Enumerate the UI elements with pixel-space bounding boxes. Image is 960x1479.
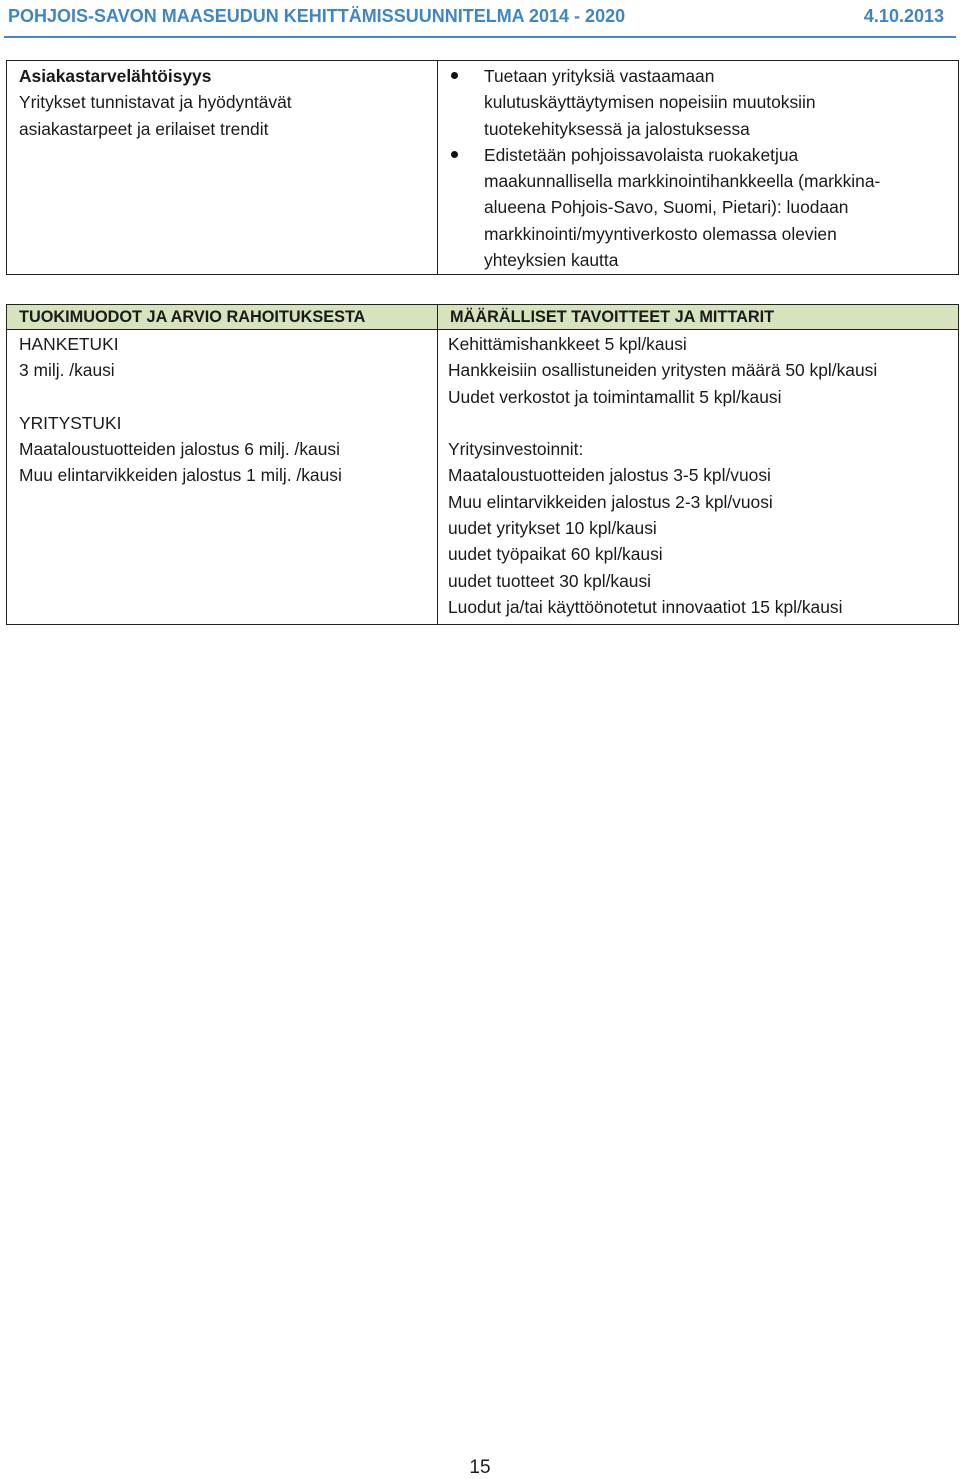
targets-header: MÄÄRÄLLISET TAVOITTEET JA MITTARIT bbox=[438, 305, 958, 330]
header-rule bbox=[4, 36, 956, 38]
funding-header: TUOKIMUODOT JA ARVIO RAHOITUKSESTA bbox=[7, 305, 437, 330]
measure-item bbox=[438, 142, 950, 273]
measure-item bbox=[438, 63, 950, 142]
customer-orientation-table bbox=[6, 60, 959, 275]
target-line: uudet työpaikat 60 kpl/kausi bbox=[448, 544, 663, 565]
measure-text-line: Tuetaan yrityksiä vastaamaan bbox=[484, 66, 715, 86]
measure-text-line: tuotekehityksessä ja jalostuksessa bbox=[484, 118, 750, 139]
target-line: Kehittämishankkeet 5 kpl/kausi bbox=[448, 334, 687, 354]
target-spacer bbox=[448, 410, 948, 436]
target-line: Luodut ja/tai käyttöönotetut innovaatiot 15 kpl/kausi bbox=[448, 596, 843, 617]
target-line: Maataloustuotteiden jalostus 3-5 kpl/vuosi bbox=[448, 465, 771, 486]
target-line: Yritysinvestoinnit: bbox=[448, 439, 584, 460]
target-line: Muu elintarvikkeiden jalostus 2-3 kpl/vuosi bbox=[448, 491, 773, 512]
funding-line: Muu elintarvikkeiden jalostus 1 milj. /kausi bbox=[19, 465, 342, 486]
page-number: 15 bbox=[469, 1457, 491, 1478]
customer-orientation-text-line: asiakastarpeet ja erilaiset trendit bbox=[19, 118, 269, 139]
funding-targets-table bbox=[6, 304, 959, 625]
funding-line: HANKETUKI bbox=[19, 334, 119, 354]
document-title: POHJOIS-SAVON MAASEUDUN KEHITTÄMISSUUNNITELMA 2014 - 2020 bbox=[8, 6, 626, 26]
funding-line: Maataloustuotteiden jalostus 6 milj. /kausi bbox=[19, 439, 340, 460]
measure-text-line: alueena Pohjois-Savo, Suomi, Pietari): luodaan bbox=[484, 197, 849, 218]
funding-cell bbox=[7, 305, 438, 625]
document-header bbox=[8, 4, 948, 32]
customer-orientation-title: Asiakastarvelähtöisyys bbox=[19, 66, 212, 86]
measure-text-line: Edistetään pohjoissavolaista ruokaketjua bbox=[484, 144, 799, 165]
measure-text-line: maakunnallisella markkinointihankkeella (markkina- bbox=[484, 171, 881, 192]
target-line: Uudet verkostot ja toimintamallit 5 kpl/kausi bbox=[448, 386, 782, 407]
targets-cell bbox=[438, 305, 959, 625]
measure-text-line: kulutuskäyttäytymisen nopeisiin muutoksiin bbox=[484, 92, 816, 113]
measures-list bbox=[438, 61, 958, 273]
measure-text-line: markkinointi/myyntiverkosto olemassa olevien bbox=[484, 223, 837, 244]
measures-cell bbox=[438, 61, 959, 275]
customer-orientation-text-line: Yritykset tunnistavat ja hyödyntävät bbox=[19, 92, 292, 113]
target-line: Hankkeisiin osallistuneiden yritysten määrä 50 kpl/kausi bbox=[448, 360, 878, 381]
target-line: uudet yritykset 10 kpl/kausi bbox=[448, 518, 657, 539]
measure-text-line: yhteyksien kautta bbox=[484, 250, 619, 271]
funding-spacer bbox=[19, 384, 427, 410]
funding-line: YRITYSTUKI bbox=[19, 412, 122, 433]
customer-orientation-cell bbox=[7, 61, 438, 275]
target-line: uudet tuotteet 30 kpl/kausi bbox=[448, 570, 652, 591]
document-date: 4.10.2013 bbox=[863, 6, 944, 26]
funding-line: 3 milj. /kausi bbox=[19, 360, 115, 381]
